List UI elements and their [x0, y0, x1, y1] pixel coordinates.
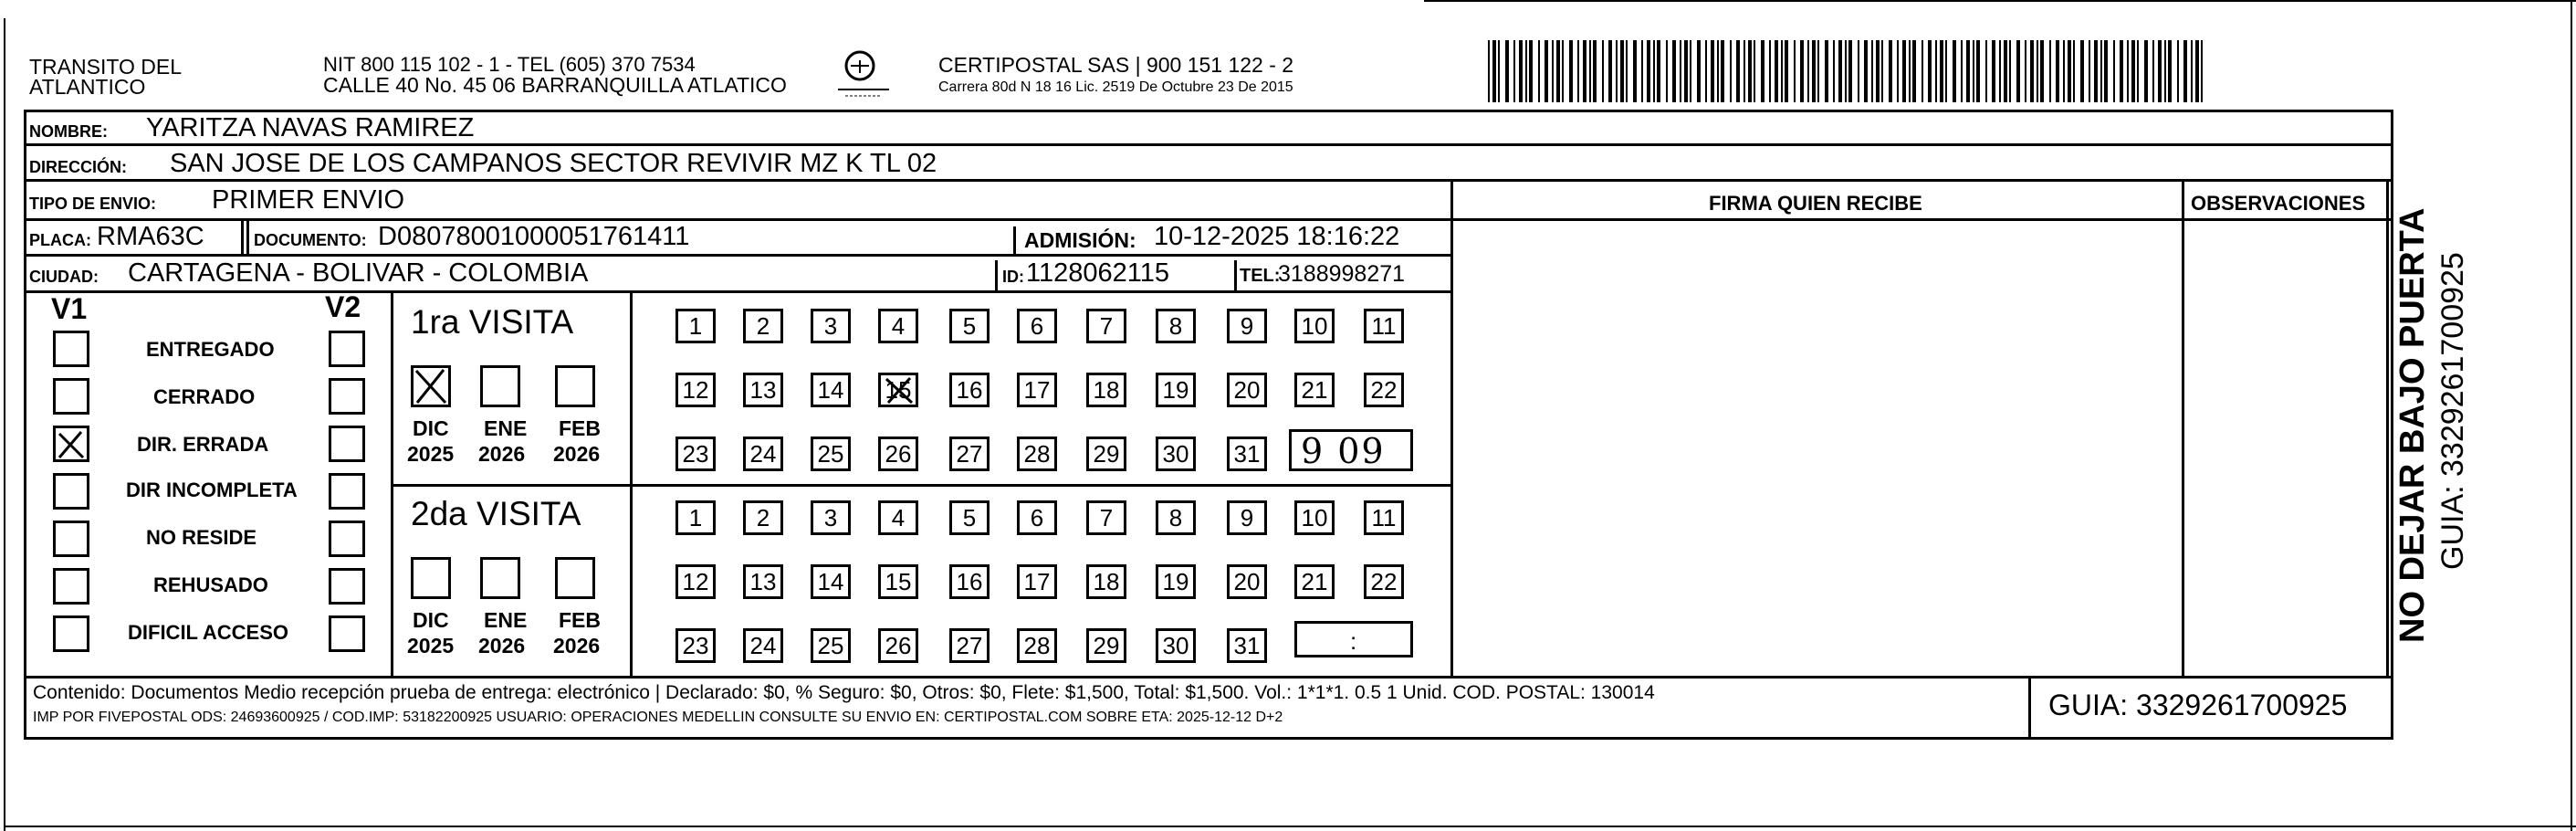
- month-label: FEB: [559, 608, 601, 632]
- year-label: 2026: [553, 442, 601, 466]
- documento-value: D0807800100005176141​1: [378, 222, 690, 251]
- barcode-bar: [2030, 40, 2034, 102]
- month-checkbox[interactable]: [480, 365, 520, 407]
- day-box[interactable]: 29: [1086, 628, 1126, 663]
- day-box[interactable]: 26: [878, 437, 918, 471]
- barcode-bar: [2137, 40, 2139, 102]
- day-box[interactable]: 6: [1017, 309, 1057, 343]
- row-line-nombre: [24, 143, 2393, 146]
- day-box[interactable]: 19: [1156, 373, 1196, 407]
- day-box[interactable]: 7: [1086, 500, 1126, 535]
- barcode-bar: [1897, 40, 1899, 102]
- observaciones-header: OBSERVACIONES: [2191, 192, 2366, 215]
- barcode-bar: [1761, 40, 1764, 102]
- barcode-bar: [1488, 40, 1490, 102]
- barcode-bar: [2195, 40, 2199, 102]
- sender-line-2: ATLANTICO: [29, 75, 146, 99]
- day-box[interactable]: 27: [949, 628, 990, 663]
- barcode-bar: [1653, 40, 1655, 102]
- status-v2-checkbox[interactable]: [329, 568, 365, 605]
- tipo-value: PRIMER ENVIO: [212, 185, 405, 215]
- status-option-label: DIR. ERRADA: [137, 433, 269, 456]
- col-line-obs-left: [2182, 179, 2184, 678]
- barcode-bar: [1657, 40, 1660, 102]
- barcode-bar: [1505, 40, 1509, 102]
- month-label: DIC: [413, 416, 449, 440]
- day-box[interactable]: 13: [743, 564, 783, 599]
- barcode-bar: [1717, 40, 1719, 102]
- day-box[interactable]: 5: [949, 500, 990, 535]
- barcode-bar: [2037, 40, 2038, 102]
- barcode-bar: [2009, 40, 2011, 102]
- day-box[interactable]: 2: [743, 309, 783, 343]
- barcode-bar: [1519, 40, 1523, 102]
- month-label: DIC: [413, 608, 449, 632]
- day-box[interactable]: 24: [743, 628, 783, 663]
- ciudad-id-sep: [995, 260, 998, 291]
- barcode-bar: [1781, 40, 1783, 102]
- status-v2-checkbox[interactable]: [329, 331, 365, 367]
- barcode-bar: [1807, 40, 1809, 102]
- barcode-bar: [1769, 40, 1771, 102]
- status-v1-checkbox[interactable]: [53, 378, 89, 415]
- day-box[interactable]: 17: [1017, 564, 1057, 599]
- status-v2-checkbox[interactable]: [329, 426, 365, 462]
- v2-header: V2: [325, 290, 361, 323]
- barcode-bar: [1833, 40, 1835, 102]
- day-box[interactable]: 9: [1227, 309, 1267, 343]
- barcode-bar: [2158, 40, 2162, 102]
- direccion-value: SAN JOSE DE LOS CAMPANOS SECTOR REVIVIR MZ K TL 02: [170, 149, 937, 178]
- header-line-firma: [1450, 218, 2389, 221]
- barcode-bar: [2016, 40, 2020, 102]
- barcode-bar: [1736, 40, 1740, 102]
- nombre-value: YARITZA NAVAS RAMIREZ: [146, 113, 475, 142]
- day-box[interactable]: 24: [743, 437, 783, 471]
- barcode-bar: [1940, 40, 1943, 102]
- barcode-bar: [1748, 40, 1752, 102]
- barcode-bar: [1545, 40, 1548, 102]
- barcode-bar: [1812, 40, 1816, 102]
- barcode-bar: [1589, 40, 1591, 102]
- day-box[interactable]: 20: [1227, 564, 1267, 599]
- year-label: 2026: [553, 634, 601, 657]
- barcode-bar: [1976, 40, 1980, 102]
- status-v2-checkbox[interactable]: [329, 615, 365, 652]
- day-box[interactable]: 8: [1156, 500, 1196, 535]
- address-text: CALLE 40 No. 45 06 BARRANQUILLA ATLATICO: [323, 73, 787, 97]
- day-box[interactable]: 27: [949, 437, 990, 471]
- day-box[interactable]: 25: [811, 437, 851, 471]
- month-checkbox[interactable]: [555, 365, 595, 407]
- day-box[interactable]: 30: [1156, 628, 1196, 663]
- v1-header: V1: [51, 292, 88, 325]
- first-visit-title: 1ra VISITA: [411, 303, 574, 341]
- day-box[interactable]: 31: [1227, 437, 1267, 471]
- barcode-bar: [2056, 40, 2059, 102]
- nit-text: NIT 800 115 102 - 1 - TEL (605) 370 7534: [323, 53, 696, 76]
- status-v2-checkbox[interactable]: [329, 473, 365, 510]
- day-box[interactable]: 16: [949, 564, 990, 599]
- day-box[interactable]: 17: [1017, 373, 1057, 407]
- bottom-edge-line: [4, 826, 2576, 827]
- barcode-bar: [1647, 40, 1650, 102]
- first-visit-time-value: 9 09: [1301, 431, 1386, 471]
- barcode-bar: [1529, 40, 1533, 102]
- barcode-bar: [1945, 40, 1947, 102]
- month-checkbox[interactable]: [411, 557, 451, 599]
- barcode-bar: [1871, 40, 1873, 102]
- side-warning-text: NO DEJAR BAJO PUERTA: [2393, 207, 2432, 643]
- barcode-bar: [2177, 40, 2179, 102]
- placa-label: PLACA:: [29, 231, 91, 249]
- barcode-bar: [1922, 40, 1923, 102]
- status-option-label: ENTREGADO: [146, 338, 275, 361]
- tipo-label: TIPO DE ENVIO:: [29, 195, 157, 213]
- barcode-bar: [1858, 40, 1859, 102]
- check-mark-icon: [56, 428, 87, 459]
- year-label: 2026: [478, 634, 526, 657]
- placa-doc-sep: [241, 218, 244, 255]
- barcode-bar: [2131, 40, 2135, 102]
- barcode-bar: [2040, 40, 2044, 102]
- day-box[interactable]: 8: [1156, 309, 1196, 343]
- barcode: [1488, 0, 2209, 110]
- day-box[interactable]: 16: [949, 373, 990, 407]
- day-box[interactable]: 11: [1364, 500, 1404, 535]
- documento-label: DOCUMENTO:: [254, 231, 367, 249]
- barcode-bar: [1953, 40, 1956, 102]
- barcode-bar: [1985, 40, 1987, 102]
- day-box[interactable]: 15: [878, 564, 918, 599]
- barcode-bar: [1902, 40, 1906, 102]
- day-box[interactable]: 25: [811, 628, 851, 663]
- courier-text: CERTIPOSTAL SAS | 900 151 122 - 2: [938, 53, 1294, 77]
- firma-header: FIRMA QUIEN RECIBE: [1709, 192, 1922, 215]
- barcode-bar: [2100, 40, 2102, 102]
- day-box[interactable]: 4: [878, 309, 918, 343]
- barcode-bar: [1881, 40, 1883, 102]
- barcode-bar: [1680, 40, 1681, 102]
- day-box[interactable]: 21: [1294, 564, 1335, 599]
- month-label: ENE: [484, 608, 528, 632]
- month-checkbox[interactable]: [555, 557, 595, 599]
- barcode-bar: [1620, 40, 1624, 102]
- tel-label: TEL:: [1240, 266, 1281, 286]
- row-line-placa: [24, 254, 1453, 257]
- day-box[interactable]: 13: [743, 373, 783, 407]
- barcode-bar: [2094, 40, 2098, 102]
- barcode-bar: [2089, 40, 2090, 102]
- courier-logo: [832, 47, 896, 102]
- barcode-bar: [1697, 40, 1701, 102]
- day-box[interactable]: 4: [878, 500, 918, 535]
- status-option-label: DIFICIL ACCESO: [128, 621, 289, 644]
- day-box[interactable]: 5: [949, 309, 990, 343]
- id-label: ID:: [1002, 268, 1024, 286]
- barcode-bar: [1633, 40, 1637, 102]
- status-option-label: DIR INCOMPLETA: [126, 479, 298, 501]
- day-box[interactable]: 18: [1086, 564, 1126, 599]
- row-line-ciudad: [24, 290, 1453, 293]
- barcode-bar: [1684, 40, 1688, 102]
- barcode-bar: [1492, 40, 1496, 102]
- footer-imp-line: IMP POR FIVEPOSTAL ODS: 24693600925 / COD.IMP: 53182200925 USUARIO: OPERACIONES MEDELLIN CONSULTE SU ENVIO EN: CERTIPOSTAL.COM SOBRE ETA: 2025-12-12 D+2: [33, 710, 1283, 725]
- barcode-bar: [1538, 40, 1540, 102]
- barcode-bar: [1552, 40, 1554, 102]
- day-box[interactable]: 26: [878, 628, 918, 663]
- day-box[interactable]: 10: [1294, 309, 1335, 343]
- day-box[interactable]: 6: [1017, 500, 1057, 535]
- day-box[interactable]: 18: [1086, 373, 1126, 407]
- barcode-bar: [2104, 40, 2108, 102]
- nombre-label: NOMBRE:: [29, 122, 108, 141]
- barcode-bar: [1721, 40, 1724, 102]
- col-line-obs-right: [2386, 179, 2389, 678]
- status-v2-checkbox[interactable]: [329, 521, 365, 557]
- admision-label: ADMISIÓN:: [1024, 228, 1136, 252]
- day-box[interactable]: 7: [1086, 309, 1126, 343]
- day-box[interactable]: 28: [1017, 628, 1057, 663]
- footer-guia: GUIA: 3329261700925: [2048, 689, 2348, 721]
- barcode-bar: [2201, 40, 2203, 102]
- barcode-bar: [1889, 40, 1892, 102]
- barcode-bar: [1730, 40, 1732, 102]
- barcode-bar: [1626, 40, 1628, 102]
- month-checkbox-checked[interactable]: [411, 365, 451, 407]
- month-checkbox[interactable]: [480, 557, 520, 599]
- barcode-bar: [1928, 40, 1932, 102]
- second-visit-title: 2da VISITA: [411, 495, 581, 532]
- barcode-bar: [1775, 40, 1778, 102]
- barcode-bar: [1513, 40, 1515, 102]
- barcode-bar: [1705, 40, 1707, 102]
- status-option-label: REHUSADO: [153, 573, 268, 596]
- barcode-bar: [1999, 40, 2001, 102]
- barcode-bar: [1754, 40, 1755, 102]
- year-label: 2025: [407, 442, 455, 466]
- id-value: 1128062115: [1026, 258, 1169, 288]
- barcode-bar: [1744, 40, 1745, 102]
- tel-value: 3188998271: [1278, 261, 1406, 287]
- barcode-bar: [1966, 40, 1970, 102]
- day-box[interactable]: 14: [811, 564, 851, 599]
- right-edge-line: [2571, 0, 2572, 831]
- barcode-bar: [2191, 40, 2193, 102]
- first-visit-time-box[interactable]: [1289, 429, 1413, 471]
- barcode-bar: [1577, 40, 1579, 102]
- barcode-bar: [1616, 40, 1618, 102]
- status-v1-checkbox[interactable]: [53, 521, 89, 557]
- barcode-bar: [1583, 40, 1586, 102]
- day-box[interactable]: 2: [743, 500, 783, 535]
- footer-top-line: [24, 676, 2393, 678]
- barcode-bar: [2183, 40, 2187, 102]
- day-box[interactable]: 10: [1294, 500, 1335, 535]
- day-box[interactable]: 22: [1364, 373, 1404, 407]
- barcode-bar: [1602, 40, 1604, 102]
- barcode-bar: [1569, 40, 1573, 102]
- barcode-bar: [1711, 40, 1714, 102]
- barcode-bar: [1992, 40, 1995, 102]
- day-box[interactable]: 3: [811, 309, 851, 343]
- day-box[interactable]: 21: [1294, 373, 1335, 407]
- second-visit-time-value: :: [1350, 627, 1357, 655]
- barcode-bar: [1525, 40, 1527, 102]
- status-v1-checkbox[interactable]: [53, 331, 89, 367]
- barcode-bar: [1690, 40, 1691, 102]
- barcode-bar: [1825, 40, 1828, 102]
- year-label: 2026: [478, 442, 526, 466]
- barcode-bar: [1838, 40, 1842, 102]
- visits-mid-line: [391, 484, 1453, 487]
- placa-value: RMA63C: [97, 222, 204, 251]
- barcode-bar: [1785, 40, 1788, 102]
- placa-doc-sep-2: [246, 218, 249, 255]
- day-box[interactable]: 22: [1364, 564, 1404, 599]
- id-tel-sep: [1234, 260, 1237, 291]
- barcode-bar: [1961, 40, 1963, 102]
- cross-mark-icon: [881, 375, 916, 405]
- barcode-bar: [2144, 40, 2148, 102]
- day-box-marked[interactable]: 15: [878, 373, 918, 407]
- barcode-bar: [1876, 40, 1880, 102]
- barcode-bar: [1593, 40, 1597, 102]
- barcode-bar: [1935, 40, 1937, 102]
- barcode-bar: [1672, 40, 1676, 102]
- barcode-bar: [2113, 40, 2115, 102]
- day-box[interactable]: 12: [675, 564, 716, 599]
- barcode-bar: [1912, 40, 1916, 102]
- barcode-bar: [2063, 40, 2065, 102]
- day-box[interactable]: 28: [1017, 437, 1057, 471]
- status-option-label: NO RESIDE: [146, 526, 257, 549]
- barcode-bar: [1794, 40, 1796, 102]
- barcode-bar: [1641, 40, 1643, 102]
- barcode-bar: [2127, 40, 2129, 102]
- barcode-bar: [1909, 40, 1911, 102]
- status-option-label: CERRADO: [153, 385, 256, 408]
- barcode-bar: [1562, 40, 1564, 102]
- status-v1-checkbox[interactable]: [53, 568, 89, 605]
- footer-guia-sep: [2028, 676, 2031, 738]
- month-label: ENE: [484, 416, 528, 440]
- second-visit-time-box[interactable]: [1294, 621, 1413, 657]
- day-box[interactable]: 3: [811, 500, 851, 535]
- barcode-bar: [1817, 40, 1819, 102]
- barcode-bar: [1973, 40, 1974, 102]
- day-box[interactable]: 1: [675, 309, 716, 343]
- barcode-bar: [1666, 40, 1668, 102]
- barcode-bar: [2152, 40, 2154, 102]
- status-v1-checkbox[interactable]: [53, 473, 89, 510]
- day-box[interactable]: 14: [811, 373, 851, 407]
- barcode-bar: [1845, 40, 1847, 102]
- day-box[interactable]: 23: [675, 628, 716, 663]
- barcode-bar: [2168, 40, 2172, 102]
- day-box[interactable]: 9: [1227, 500, 1267, 535]
- barcode-bar: [1864, 40, 1868, 102]
- barcode-bar: [2004, 40, 2007, 102]
- barcode-bar: [1800, 40, 1804, 102]
- day-box[interactable]: 30: [1156, 437, 1196, 471]
- ciudad-label: CIUDAD:: [29, 268, 99, 286]
- footer-content-line: Contenido: Documentos Medio recepción prueba de entrega: electrónico | Declarado: $0, % Seguro: $0, Otros: $0, Flete: $1,500, Total: $1,500. Vol.: 1*1*1. 0.5 1 Unid. COD. POSTAL: 130014: [33, 682, 1655, 703]
- direccion-label: DIRECCIÓN:: [29, 158, 127, 176]
- day-box[interactable]: 31: [1227, 628, 1267, 663]
- left-edge-line: [4, 18, 5, 831]
- barcode-bar: [2025, 40, 2026, 102]
- barcode-bar: [2164, 40, 2166, 102]
- day-box[interactable]: 19: [1156, 564, 1196, 599]
- barcode-bar: [2120, 40, 2123, 102]
- side-guia-text: GUIA: 3329261700925: [2435, 252, 2470, 570]
- month-label: FEB: [559, 416, 601, 440]
- barcode-bar: [2068, 40, 2071, 102]
- status-v2-checkbox[interactable]: [329, 378, 365, 415]
- day-box[interactable]: 12: [675, 373, 716, 407]
- check-mark-icon: [414, 368, 448, 405]
- barcode-bar: [2073, 40, 2075, 102]
- barcode-bar: [2080, 40, 2084, 102]
- barcode-bar: [1608, 40, 1612, 102]
- day-box[interactable]: 11: [1364, 309, 1404, 343]
- year-label: 2025: [407, 634, 455, 657]
- barcode-bar: [1848, 40, 1852, 102]
- sender-line-1: TRANSITO DEL: [29, 55, 182, 79]
- ciudad-value: CARTAGENA - BOLIVAR - COLOMBIA: [128, 258, 589, 288]
- doc-admision-sep: [1013, 226, 1016, 255]
- barcode-bar: [2049, 40, 2051, 102]
- license-text: Carrera 80d N 18 16 Lic. 2519 De Octubre 23 De 2015: [938, 79, 1293, 95]
- status-v1-checkbox-checked[interactable]: [53, 426, 89, 462]
- admision-value: 10-12-2025 18:16:22: [1154, 222, 1400, 251]
- day-box[interactable]: 29: [1086, 437, 1126, 471]
- day-box[interactable]: 23: [675, 437, 716, 471]
- barcode-bar: [1498, 40, 1500, 102]
- barcode-bar: [1556, 40, 1560, 102]
- day-box[interactable]: 1: [675, 500, 716, 535]
- col-line-firma-left: [1450, 179, 1453, 678]
- status-v1-checkbox[interactable]: [53, 615, 89, 652]
- day-box[interactable]: 20: [1227, 373, 1267, 407]
- row-line-direccion: [24, 179, 2393, 182]
